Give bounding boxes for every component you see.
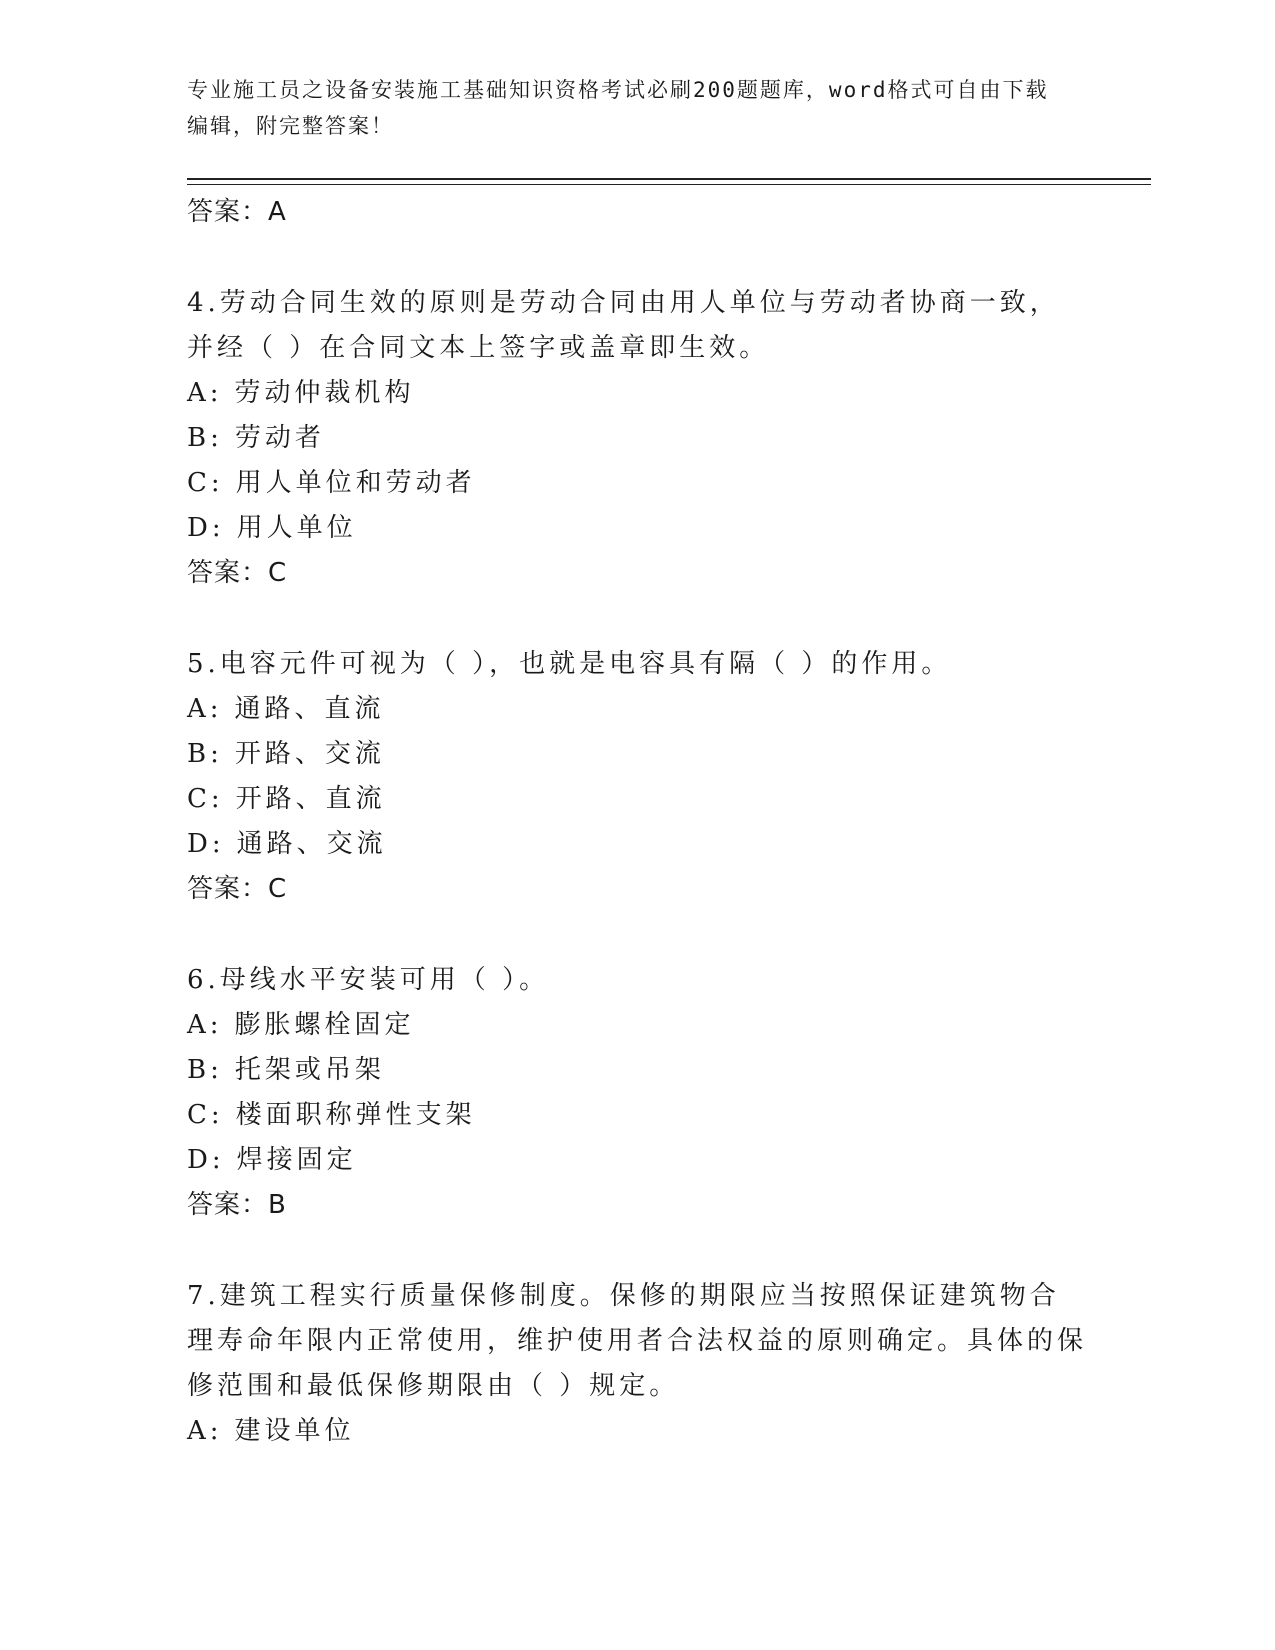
header-rule-thin	[187, 184, 1151, 185]
option-text: 劳动者	[234, 423, 325, 453]
option-d	[187, 506, 1087, 551]
option-d	[187, 822, 1087, 867]
option-key: C:	[187, 1100, 224, 1130]
option-text: 开路、直流	[235, 784, 386, 814]
page-header: 专业施工员之设备安装施工基础知识资格考试必刷200题题库，word格式可自由下载编辑，附完整答案！	[187, 78, 1049, 138]
question-block	[187, 281, 1087, 595]
document-body	[187, 190, 1087, 1454]
option-key: C:	[187, 468, 224, 498]
question-stem: 6.母线水平安装可用（ ）。	[187, 965, 550, 995]
option-text: 通路、交流	[236, 829, 387, 859]
option-text: 焊接固定	[236, 1145, 357, 1175]
option-d	[187, 1138, 1087, 1183]
question-stem: 4.劳动合同生效的原则是劳动合同由用人单位与劳动者协商一致，并经（ ）在合同文本上签字或盖章即生效。	[187, 288, 1060, 363]
question-block	[187, 958, 1087, 1227]
option-b	[187, 1048, 1087, 1093]
option-text: 开路、交流	[234, 739, 385, 769]
answer-line: 答案：A	[187, 197, 287, 227]
option-c	[187, 461, 1087, 506]
option-key: A:	[187, 1416, 223, 1446]
option-key: B:	[187, 423, 223, 453]
option-b	[187, 416, 1087, 461]
question-block	[187, 642, 1087, 911]
option-text: 用人单位	[236, 513, 357, 543]
answer-line: 答案：B	[187, 1190, 287, 1220]
option-key: B:	[187, 1055, 223, 1085]
option-key: D:	[187, 1145, 225, 1175]
option-text: 劳动仲裁机构	[234, 378, 415, 408]
option-text: 楼面职称弹性支架	[235, 1100, 476, 1130]
option-a	[187, 1409, 1087, 1454]
option-c	[187, 1093, 1087, 1138]
option-text: 通路、直流	[234, 694, 385, 724]
option-text: 膨胀螺栓固定	[234, 1010, 415, 1040]
option-b	[187, 732, 1087, 777]
option-key: C:	[187, 784, 224, 814]
option-key: A:	[187, 1010, 223, 1040]
option-c	[187, 777, 1087, 822]
question-stem: 5.电容元件可视为（ ），也就是电容具有隔（ ）的作用。	[187, 649, 952, 679]
question-stem: 7.建筑工程实行质量保修制度。保修的期限应当按照保证建筑物合理寿命年限内正常使用，维护使用者合法权益的原则确定。具体的保修范围和最低保修期限由（ ）规定。	[187, 1281, 1088, 1401]
option-key: A:	[187, 378, 223, 408]
option-key: B:	[187, 739, 223, 769]
option-a	[187, 371, 1087, 416]
answer-line: 答案：C	[187, 874, 288, 904]
option-text: 托架或吊架	[234, 1055, 385, 1085]
option-key: A:	[187, 694, 223, 724]
answer-line: 答案：C	[187, 558, 288, 588]
question-block	[187, 1274, 1087, 1454]
option-a	[187, 687, 1087, 732]
option-key: D:	[187, 513, 225, 543]
option-text: 用人单位和劳动者	[235, 468, 476, 498]
option-text: 建设单位	[234, 1416, 355, 1446]
header-rule-thick	[187, 178, 1151, 180]
option-key: D:	[187, 829, 225, 859]
option-a	[187, 1003, 1087, 1048]
